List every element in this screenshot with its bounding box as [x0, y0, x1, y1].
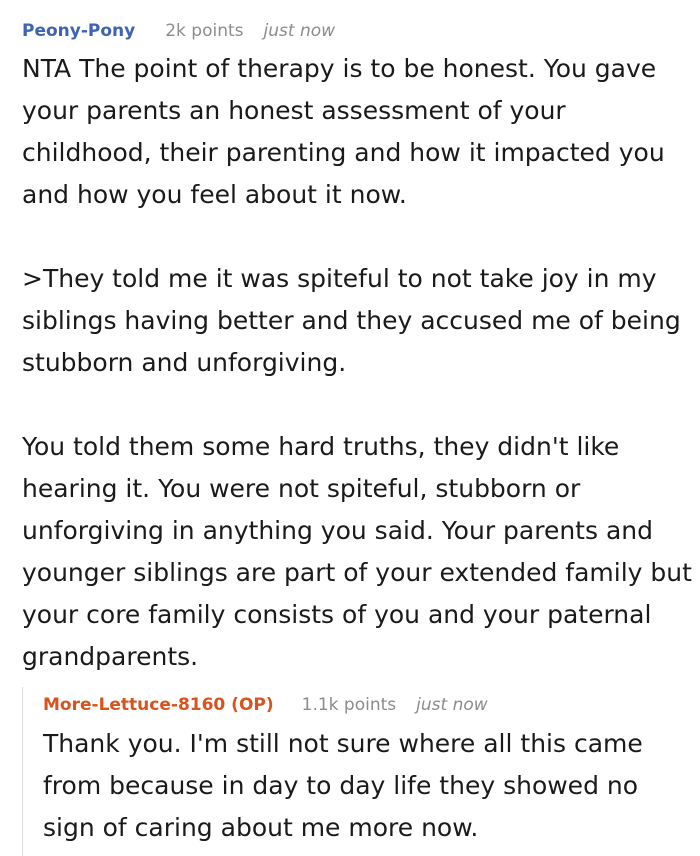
reply-author[interactable]: More-Lettuce-8160 (OP) [43, 695, 274, 715]
comment-timestamp: just now [263, 21, 336, 41]
reply-timestamp: just now [416, 695, 488, 715]
comment-paragraph: NTA The point of therapy is to be honest. You gave your parents an honest assessment of your childhood, their parenting and how it impacted you and how you feel about it now. [22, 54, 665, 209]
reply-points: 1.1k points [301, 695, 397, 715]
comment-body [22, 48, 692, 678]
comment-author[interactable]: Peony-Pony [22, 21, 136, 41]
reply-meta [43, 687, 692, 723]
comment-paragraph: >They told me it was spiteful to not take joy in my siblings having better and they accused me of being stubborn and unforgiving. [22, 264, 681, 377]
comment [22, 17, 692, 678]
comment-points: 2k points [165, 21, 244, 41]
comment-paragraph: You told them some hard truths, they didn't like hearing it. You were not spiteful, stubborn or unforgiving in anything you said. Your parents and younger siblings are part of your extended family but your core family consists of you and your paternal grandparents. [22, 432, 692, 671]
comment-meta [22, 17, 692, 45]
reply-comment [22, 687, 692, 856]
reply-paragraph: Thank you. I'm still not sure where all this came from because in day to day life they showed no sign of caring about me more now. [43, 729, 643, 842]
reply-body [43, 723, 692, 849]
